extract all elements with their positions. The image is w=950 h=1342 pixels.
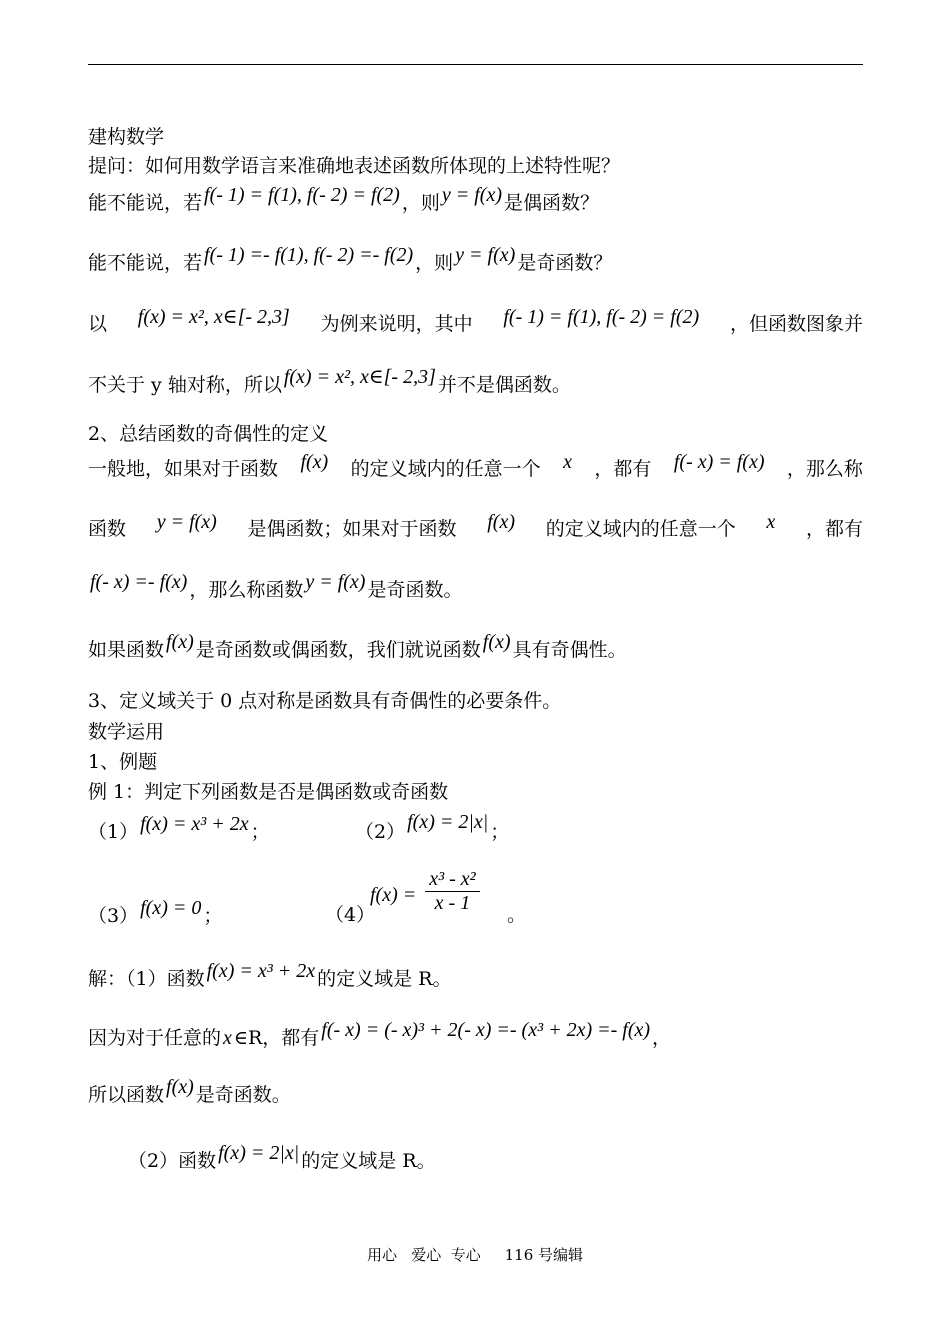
definition-line-3: f(- x) =- f(x) ，那么称函数 y = f(x) 是奇函数。 — [90, 571, 463, 601]
example-item-3: （3） f(x) = 0 ； — [88, 897, 223, 927]
example-item-2: （2） f(x) = 2|x| ； — [355, 811, 510, 843]
solution-1-line-2: 因为对于任意的 x ∈R，都有 f(- x) = (- x)³ + 2(- x) =- (x³ + 2x) =- f(x) ， — [88, 1019, 672, 1049]
example-1-title: 例 1：判定下列函数是否是偶函数或奇函数 — [88, 781, 449, 803]
question-line: 提问：如何用数学语言来准确地表述函数所体现的上述特性呢？ — [88, 155, 621, 177]
parity-line: 如果函数 f(x) 是奇函数或偶函数，我们就说函数 f(x) 具有奇偶性。 — [88, 631, 627, 661]
example-line-2: 不关于 y 轴对称，所以 f(x) = x², x∈[- 2,3] 并不是偶函数。 — [88, 366, 571, 396]
example-line: 以 f(x) = x², x∈[- 2,3] 为例来说明，其中 f(- 1) = f(1), f(- 2) = f(2) ，但函数图象并 — [88, 306, 863, 335]
example-item-4-end: 。 — [507, 904, 527, 926]
even-question-line: 能不能说，若 f(- 1) = f(1), f(- 2) = f(2) ，则 y = f(x) 是偶函数？ — [88, 184, 600, 214]
necessary-condition: 3、定义域关于 0 点对称是函数具有奇偶性的必要条件。 — [88, 690, 562, 712]
solution-2-line-1: （2）函数 f(x) = 2|x| 的定义域是 R。 — [128, 1142, 436, 1172]
solution-1-conclusion: 所以函数 f(x) 是奇函数。 — [88, 1076, 291, 1106]
definition-heading: 2、总结函数的奇偶性的定义 — [88, 423, 329, 445]
definition-line-2: 函数 y = f(x) 是偶函数；如果对于函数 f(x) 的定义域内的任意一个 x ，都有 — [88, 511, 863, 540]
math-application-heading: 数学运用 — [88, 721, 165, 743]
odd-question-line: 能不能说，若 f(- 1) =- f(1), f(- 2) =- f(2) ，则 y = f(x) 是奇函数？ — [88, 244, 613, 274]
definition-line-1: 一般地，如果对于函数 f(x) 的定义域内的任意一个 x ，都有 f(- x) = f(x) ，那么称 — [88, 451, 863, 480]
page-footer: 用心 爱心 专心 116 号编辑 — [366, 1246, 584, 1264]
solution-1-line-1: 解：（1）函数 f(x) = x³ + 2x 的定义域是 R。 — [88, 960, 452, 990]
section-heading: 建构数学 — [88, 126, 165, 148]
example-item-4-label: （4） — [325, 904, 376, 926]
examples-heading: 1、例题 — [88, 751, 158, 773]
example-item-1: （1） f(x) = x³ + 2x ； — [88, 813, 270, 843]
header-rule — [88, 64, 863, 65]
example-item-4-formula: f(x) = $\frac{\text{x³ - x²}}{x - 1}$ — [370, 868, 480, 915]
